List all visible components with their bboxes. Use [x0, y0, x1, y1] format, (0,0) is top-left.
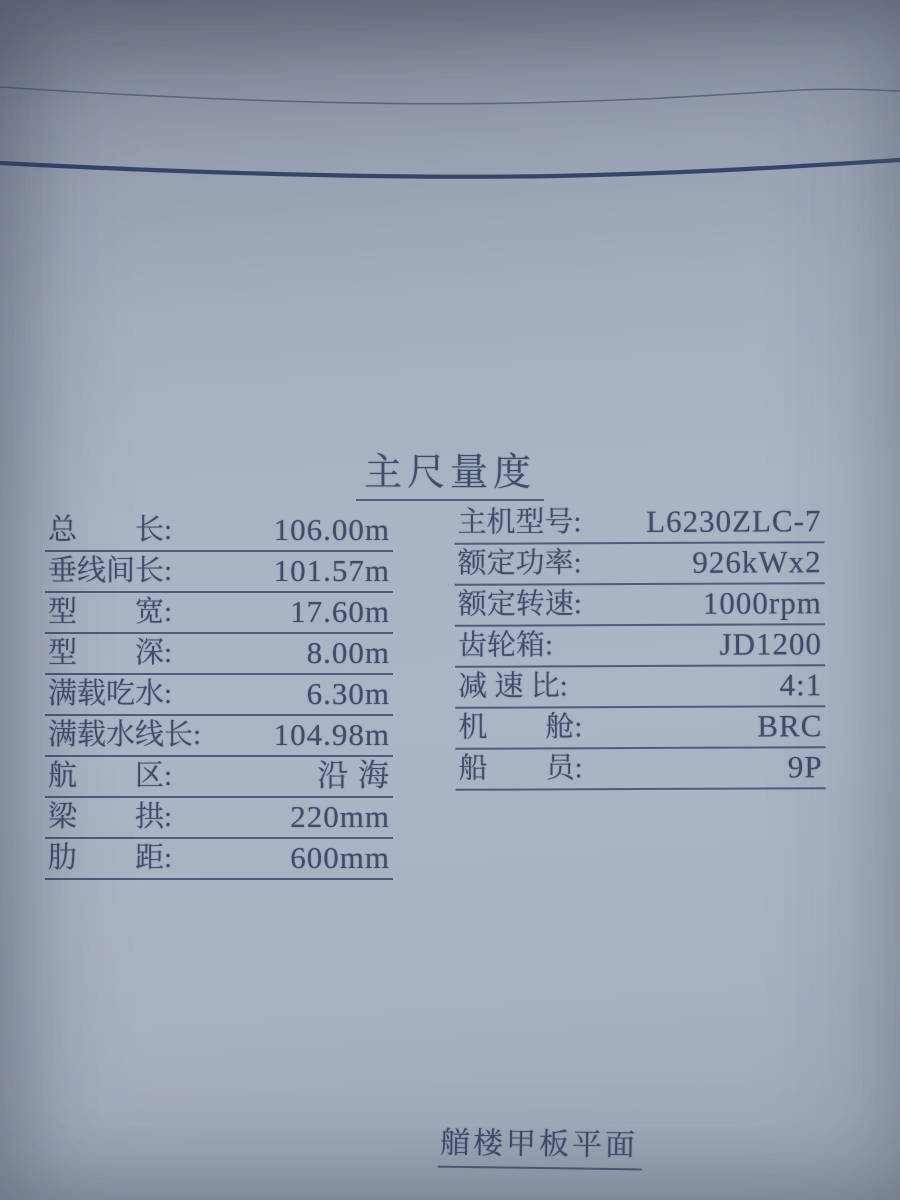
spec-row-rated-power: [455, 543, 825, 586]
spec-row-engine-room: [455, 707, 825, 750]
spec-value: BRC: [757, 708, 823, 744]
spec-label: 梁 拱:: [48, 801, 173, 833]
spec-label: 型 深:: [48, 637, 173, 669]
spec-row-rated-speed: [455, 584, 825, 627]
spec-row-full-load-draft: [45, 675, 393, 716]
spec-row-crew: [455, 748, 825, 791]
spec-column-dimensions: [45, 511, 393, 880]
footer-caption: 艏楼甲板平面: [438, 1118, 643, 1171]
spec-label: 减 速 比:: [458, 670, 568, 703]
spec-row-camber: [45, 798, 393, 839]
spec-value: 106.00m: [273, 512, 390, 547]
spec-value: 9P: [787, 749, 823, 785]
spec-label: 船 员:: [458, 752, 583, 785]
spec-value: 4:1: [779, 667, 823, 703]
spec-row-length-between-perpendiculars: [45, 552, 393, 593]
spec-row-main-engine-model: [454, 502, 824, 545]
spec-label: 肋 距:: [48, 842, 173, 874]
spec-label: 主机型号:: [457, 506, 582, 539]
spec-row-frame-spacing: [45, 839, 393, 880]
spec-label: 机 舱:: [458, 711, 583, 744]
spec-value: 926kWx2: [692, 544, 822, 580]
spec-value: 220mm: [290, 799, 390, 834]
page-title: [0, 441, 900, 501]
spec-row-moulded-breadth: [45, 593, 393, 634]
spec-value: 6.30m: [306, 676, 390, 711]
spec-label: 额定功率:: [457, 547, 582, 580]
spec-value: 104.98m: [273, 717, 390, 752]
spec-value: 沿 海: [317, 758, 390, 793]
spec-value: 600mm: [290, 840, 390, 875]
spec-value: 1000rpm: [702, 585, 822, 621]
spec-label: 额定转速:: [457, 588, 582, 621]
spec-row-gearbox: [455, 625, 825, 668]
spec-label: 满载水线长:: [48, 719, 202, 751]
spec-row-moulded-depth: [45, 634, 393, 675]
spec-value: L6230ZLC-7: [646, 503, 822, 539]
spec-column-machinery: [454, 502, 825, 791]
spec-label: 齿轮箱:: [457, 629, 554, 662]
spec-value: 8.00m: [306, 635, 390, 670]
spec-row-overall-length: [45, 511, 393, 552]
spec-label: 型 宽:: [48, 596, 173, 628]
spec-row-reduction-ratio: [455, 666, 825, 709]
spec-value: 17.60m: [290, 594, 390, 629]
spec-value: 101.57m: [273, 553, 390, 588]
spec-label: 垂线间长:: [48, 555, 173, 587]
spec-value: JD1200: [719, 626, 823, 662]
spec-row-navigation-area: [45, 757, 393, 798]
spec-row-full-load-waterline-length: [45, 716, 393, 757]
spec-label: 总 长:: [48, 514, 173, 546]
spec-label: 满载吃水:: [48, 678, 173, 710]
page-title-text: 主尺量度: [356, 441, 544, 501]
spec-label: 航 区:: [48, 760, 173, 792]
